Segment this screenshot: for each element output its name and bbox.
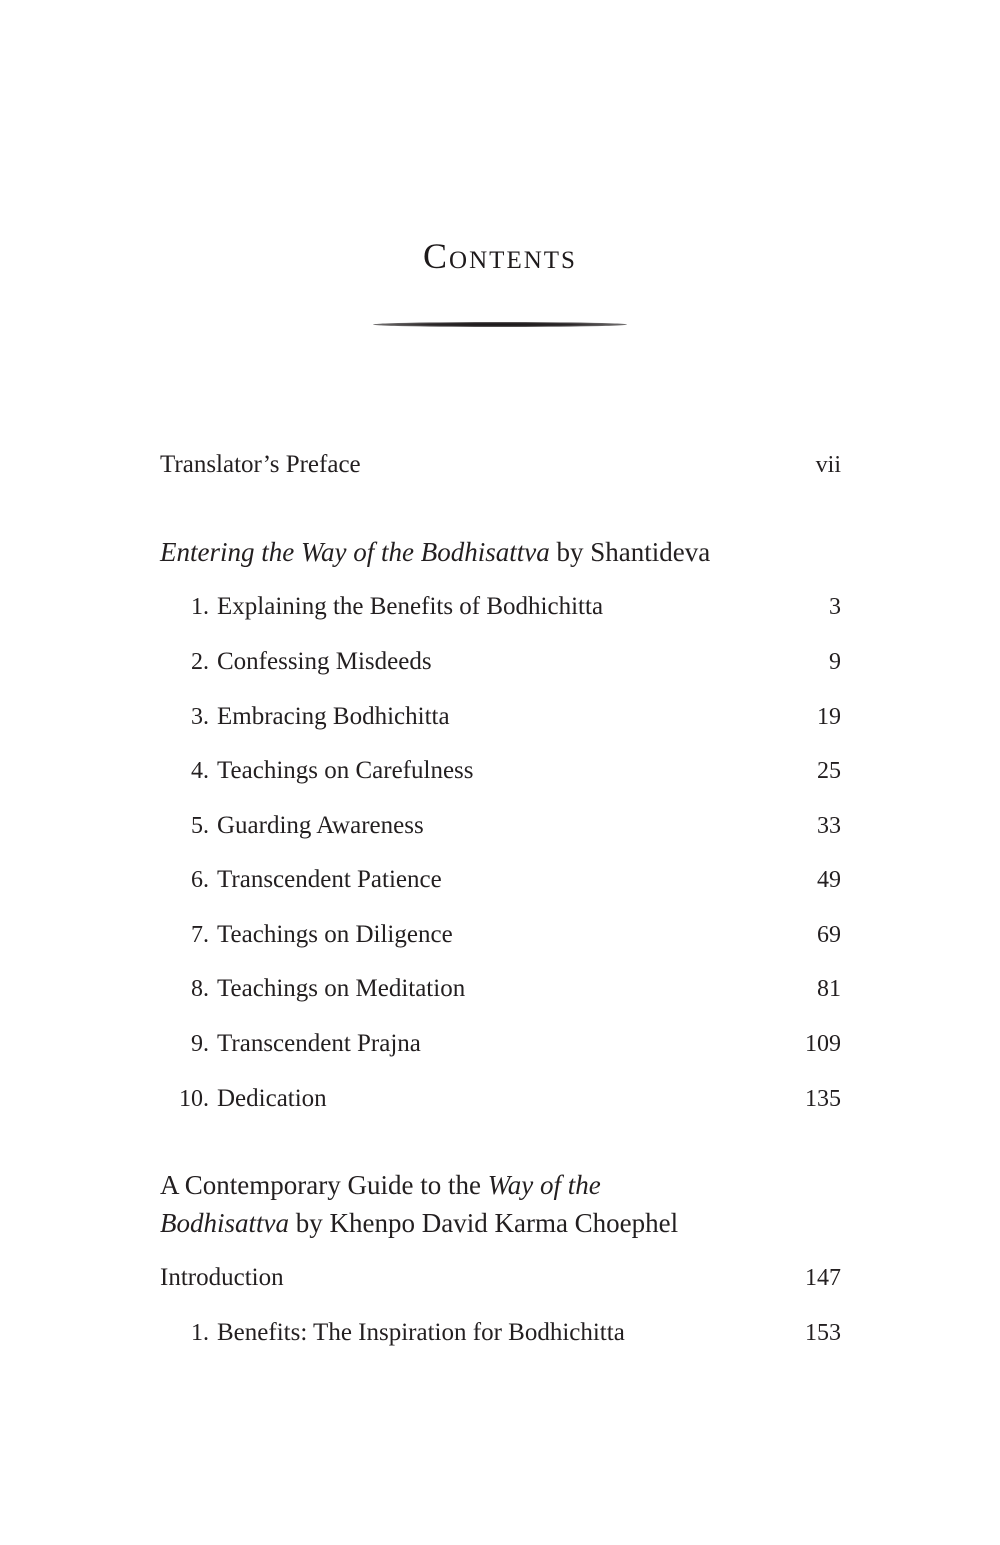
toc-entry-number: 3. bbox=[191, 704, 209, 730]
toc-entry-number: 1. bbox=[191, 1320, 209, 1346]
toc-entry-label: Explaining the Benefits of Bodhichitta bbox=[217, 593, 604, 620]
toc-entry-label: Teachings on Carefulness bbox=[217, 757, 474, 784]
toc-entry-label: Introduction bbox=[160, 1264, 284, 1291]
toc-entry-chapter[interactable] bbox=[160, 1082, 841, 1116]
toc-entry-number: 5. bbox=[191, 813, 209, 839]
toc-entry-number: 8. bbox=[191, 976, 209, 1002]
toc-entry-page: 147 bbox=[805, 1265, 841, 1291]
toc-entry-page: 49 bbox=[817, 867, 841, 893]
toc-entry-number: 9. bbox=[191, 1031, 209, 1057]
toc-entry-number: 10. bbox=[179, 1086, 209, 1112]
page-title: Contents bbox=[423, 236, 577, 276]
toc-entry-label: Transcendent Patience bbox=[217, 866, 442, 893]
toc-entry-label: Embracing Bodhichitta bbox=[217, 703, 450, 730]
toc-entry-page: 81 bbox=[817, 976, 841, 1002]
toc-entry-label: Confessing Misdeeds bbox=[217, 648, 432, 675]
toc-entry-number: 1. bbox=[191, 594, 209, 620]
toc-entry-chapter[interactable] bbox=[160, 590, 841, 624]
toc-entry-page: 153 bbox=[805, 1320, 841, 1346]
toc-entry-chapter[interactable] bbox=[160, 1316, 841, 1350]
toc-entry-page: 109 bbox=[805, 1031, 841, 1057]
toc-entry-label: Dedication bbox=[217, 1085, 327, 1112]
toc-entry-label: Translator’s Preface bbox=[160, 451, 361, 478]
toc-entry-number: 2. bbox=[191, 649, 209, 675]
toc-entry-chapter[interactable] bbox=[160, 754, 841, 788]
toc-entry-label: Guarding Awareness bbox=[217, 812, 424, 839]
toc-entry-chapter[interactable] bbox=[160, 863, 841, 897]
toc-entry-introduction[interactable] bbox=[160, 1261, 841, 1295]
part-heading-title-line1: Way of the bbox=[487, 1170, 601, 1200]
toc-entry-label: Benefits: The Inspiration for Bodhichitta bbox=[217, 1319, 625, 1346]
toc-entry-number: 7. bbox=[191, 922, 209, 948]
part-heading-title-line2: Bodhisattva bbox=[160, 1208, 289, 1238]
toc-entry-page: 33 bbox=[817, 813, 841, 839]
part-heading-shantideva bbox=[160, 533, 841, 571]
toc-entry-number: 4. bbox=[191, 758, 209, 784]
toc-entry-chapter[interactable] bbox=[160, 700, 841, 734]
toc-entry-number: 6. bbox=[191, 867, 209, 893]
toc-entry-translators-preface[interactable] bbox=[160, 448, 841, 482]
toc-entry-page: 9 bbox=[829, 649, 841, 675]
part-heading-author: by Shantideva bbox=[549, 537, 711, 567]
part-heading-author: by Khenpo David Karma Choephel bbox=[289, 1208, 679, 1238]
toc-entry-label: Teachings on Meditation bbox=[217, 975, 466, 1002]
toc-entry-page: 19 bbox=[817, 704, 841, 730]
toc-entry-page: 25 bbox=[817, 758, 841, 784]
toc-entry-page: 69 bbox=[817, 922, 841, 948]
toc-entry-chapter[interactable] bbox=[160, 1027, 841, 1061]
toc-entry-chapter[interactable] bbox=[160, 972, 841, 1006]
toc-entry-chapter[interactable] bbox=[160, 809, 841, 843]
toc-entry-page: 135 bbox=[805, 1086, 841, 1112]
toc-entry-chapter[interactable] bbox=[160, 645, 841, 679]
toc-entry-chapter[interactable] bbox=[160, 918, 841, 952]
part-heading-contemporary-guide bbox=[160, 1166, 841, 1242]
toc-entry-label: Teachings on Diligence bbox=[217, 921, 453, 948]
toc-entry-page: 3 bbox=[829, 594, 841, 620]
toc-entry-page: vii bbox=[815, 452, 841, 478]
part-heading-lead: A Contemporary Guide to the bbox=[160, 1170, 488, 1200]
toc-entry-label: Transcendent Prajna bbox=[217, 1030, 421, 1057]
part-heading-title: Entering the Way of the Bodhisattva bbox=[160, 537, 550, 567]
title-divider-rule bbox=[373, 322, 627, 327]
